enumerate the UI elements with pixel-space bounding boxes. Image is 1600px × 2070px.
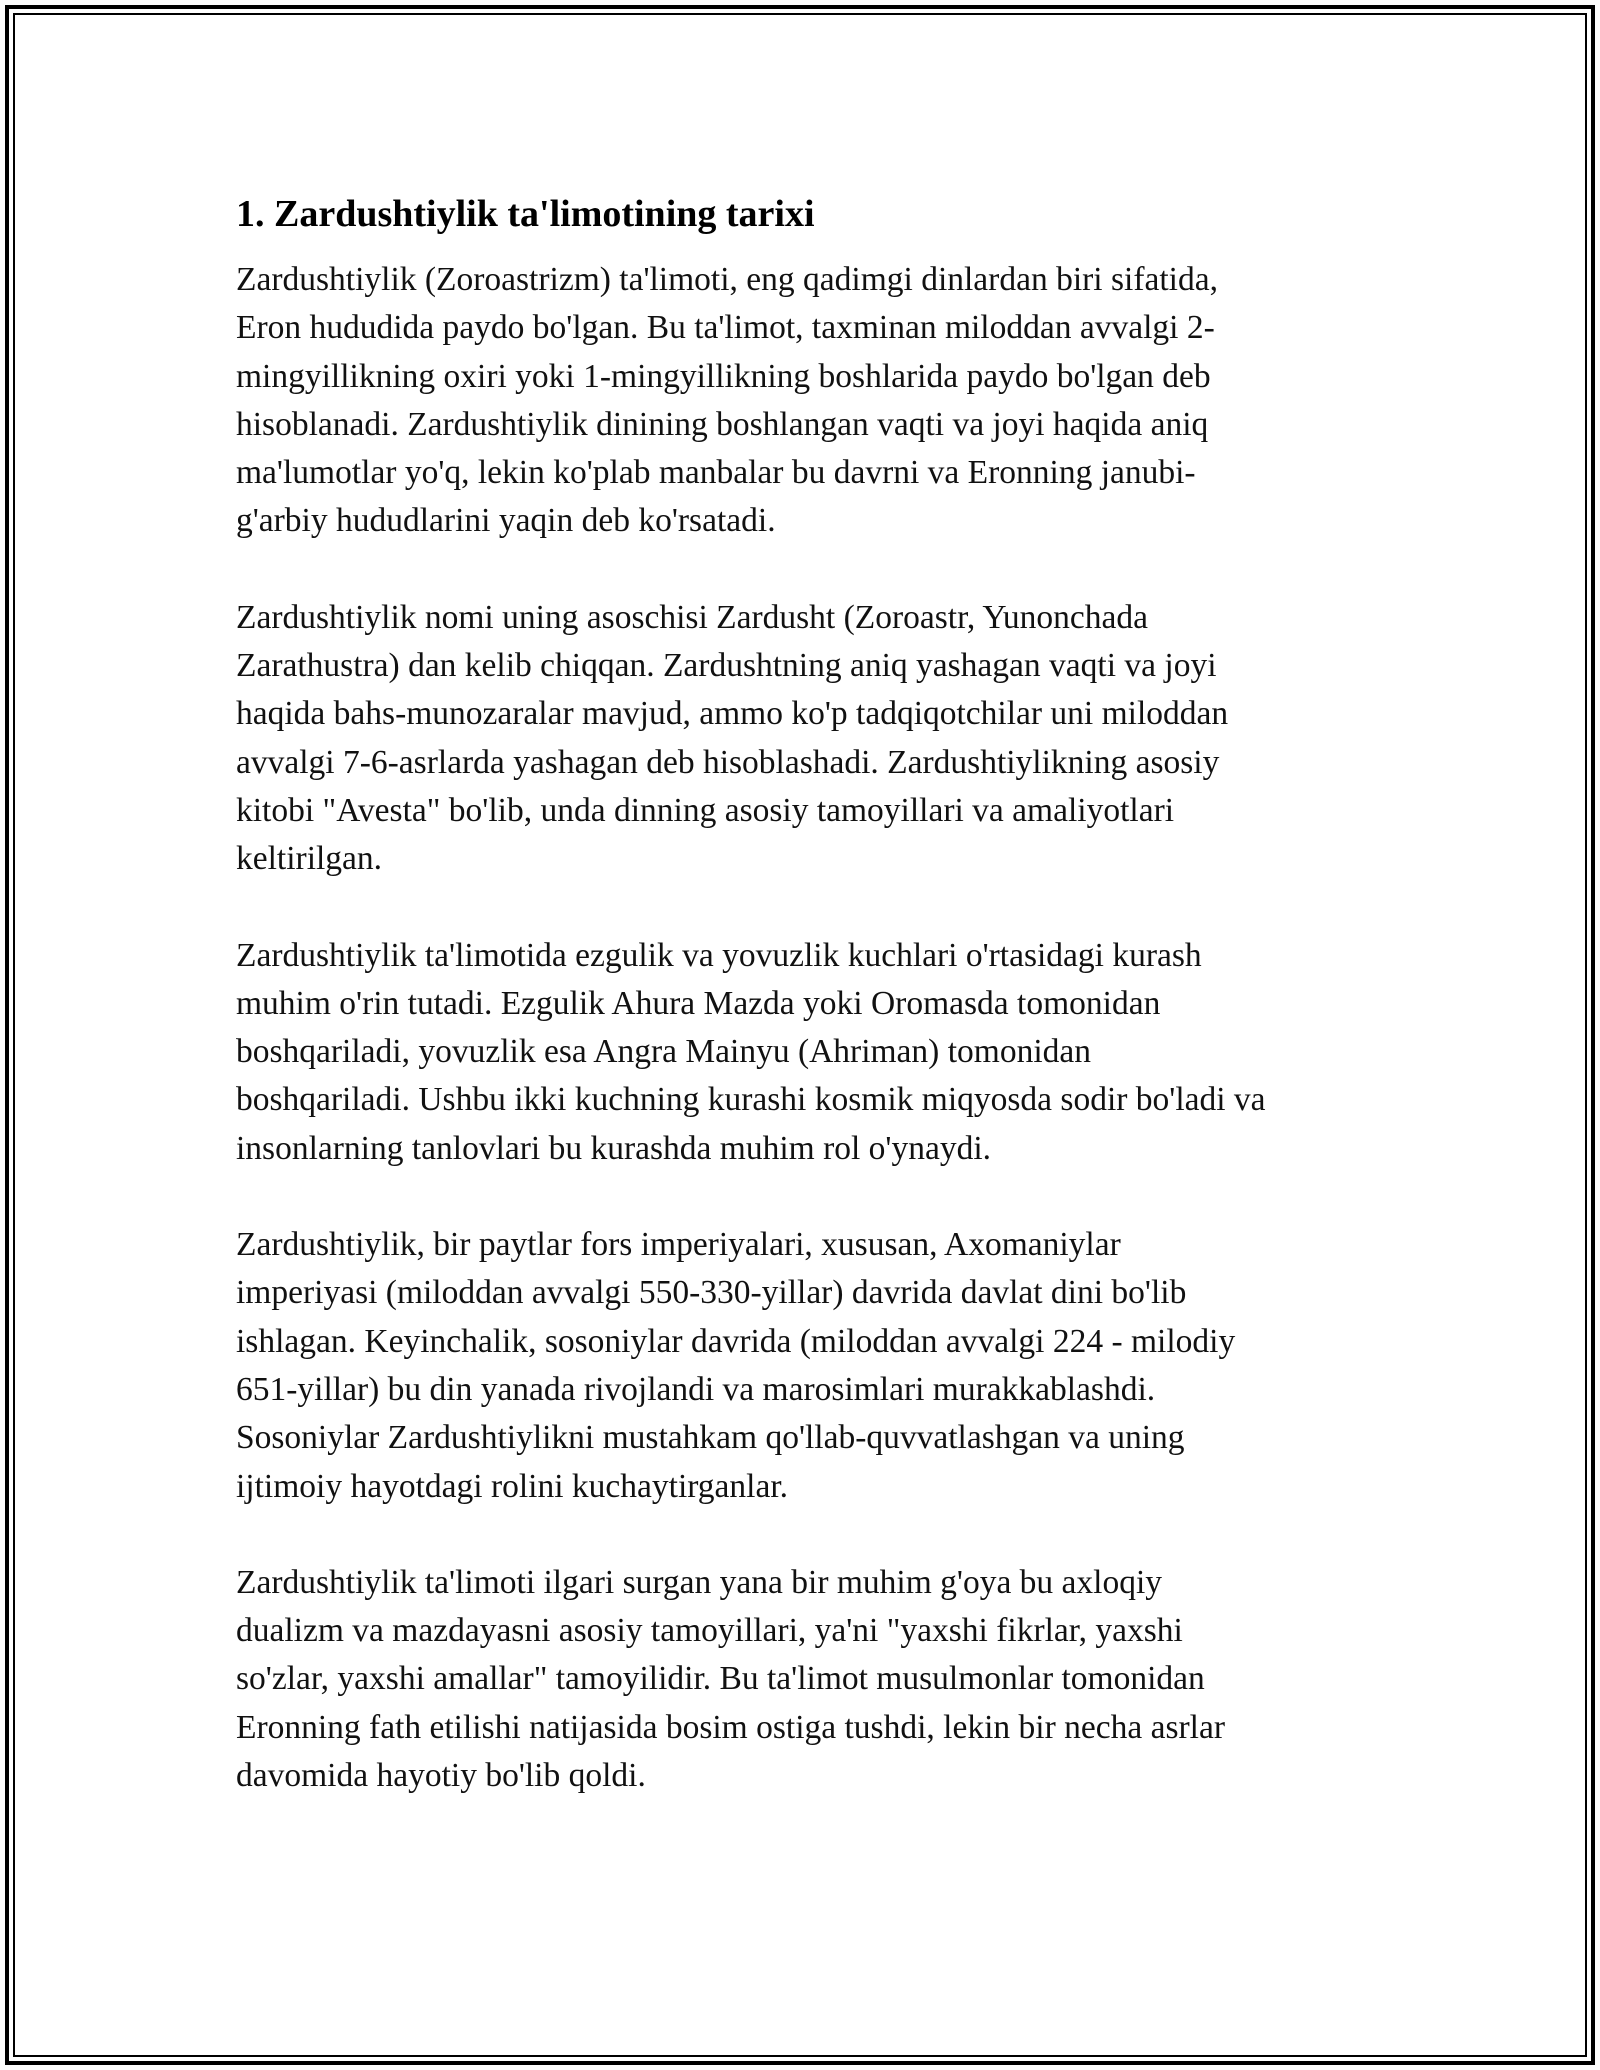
text-line: keltirilgan. [236, 840, 383, 878]
text-line: muhim o'rin tutadi. Ezgulik Ahura Mazda yoki Oromasda tomonidan [236, 984, 1161, 1022]
text-line: 651-yillar) bu din yanada rivojlandi va marosimlari murakkablashdi. [236, 1370, 1156, 1408]
text-line: avvalgi 7-6-asrlarda yashagan deb hisoblashadi. Zardushtiylikning asosiy [236, 743, 1220, 781]
text-line: ishlagan. Keyinchalik, sosoniylar davrida (miloddan avvalgi 224 - milodiy [236, 1322, 1236, 1360]
text-line: imperiyasi (miloddan avvalgi 550-330-yillar) davrida davlat dini bo'lib [236, 1274, 1187, 1312]
text-line: Zardushtiylik nomi uning asoschisi Zardusht (Zoroastr, Yunonchada [236, 598, 1148, 636]
text-line: Zardushtiylik, bir paytlar fors imperiyalari, xususan, Axomaniylar [236, 1226, 1121, 1264]
text-line: so'zlar, yaxshi amallar" tamoyilidir. Bu ta'limot musulmonlar tomonidan [236, 1660, 1205, 1698]
text-line: insonlarning tanlovlari bu kurashda muhim rol o'ynaydi. [236, 1129, 992, 1167]
text-line: g'arbiy hududlarini yaqin deb ko'rsatadi. [236, 502, 776, 540]
section-heading: 1. Zardushtiylik ta'limotining tarixi [236, 193, 815, 235]
text-line: haqida bahs-munozaralar mavjud, ammo ko'p tadqiqotchilar uni miloddan [236, 695, 1229, 733]
text-line: kitobi "Avesta" bo'lib, unda dinning asosiy tamoyillari va amaliyotlari [236, 791, 1175, 829]
paragraph-empires [236, 1221, 1370, 1511]
text-line: Zarathustra) dan kelib chiqqan. Zardushtning aniq yashagan vaqti va joyi [236, 647, 1217, 685]
document-body [236, 186, 1370, 1848]
text-line: hisoblanadi. Zardushtiylik dinining boshlangan vaqti va joyi haqida aniq [236, 405, 1209, 443]
text-line: Zardushtiylik ta'limoti ilgari surgan yana bir muhim g'oya bu axloqiy [236, 1563, 1163, 1601]
text-line: dualizm va mazdayasni asosiy tamoyillari, ya'ni "yaxshi fikrlar, yaxshi [236, 1612, 1183, 1650]
paragraph-ethics [236, 1559, 1370, 1800]
text-line: boshqariladi. Ushbu ikki kuchning kurashi kosmik miqyosda sodir bo'ladi va [236, 1081, 1266, 1119]
text-line: boshqariladi, yovuzlik esa Angra Mainyu (Ahriman) tomonidan [236, 1033, 1092, 1071]
paragraph-origins [236, 256, 1370, 546]
text-line: Eron hududida paydo bo'lgan. Bu ta'limot, taxminan miloddan avvalgi 2- [236, 309, 1215, 347]
text-line: Sosoniylar Zardushtiylikni mustahkam qo'llab-quvvatlashgan va uning [236, 1419, 1185, 1457]
paragraph-founder [236, 594, 1370, 884]
text-line: ma'lumotlar yo'q, lekin ko'plab manbalar bu davrni va Eronning janubi- [236, 454, 1196, 492]
text-line: Eronning fath etilishi natijasida bosim ostiga tushdi, lekin bir necha asrlar [236, 1708, 1225, 1746]
paragraph-good-evil [236, 932, 1370, 1173]
text-line: Zardushtiylik (Zoroastrizm) ta'limoti, eng qadimgi dinlardan biri sifatida, [236, 261, 1218, 298]
text-line: Zardushtiylik ta'limotida ezgulik va yovuzlik kuchlari o'rtasidagi kurash [236, 936, 1202, 974]
text-line: ijtimoiy hayotdagi rolini kuchaytirganlar. [236, 1467, 789, 1505]
text-line: mingyillikning oxiri yoki 1-mingyillikning boshlarida paydo bo'lgan deb [236, 357, 1211, 395]
text-line: davomida hayotiy bo'lib qoldi. [236, 1757, 646, 1795]
